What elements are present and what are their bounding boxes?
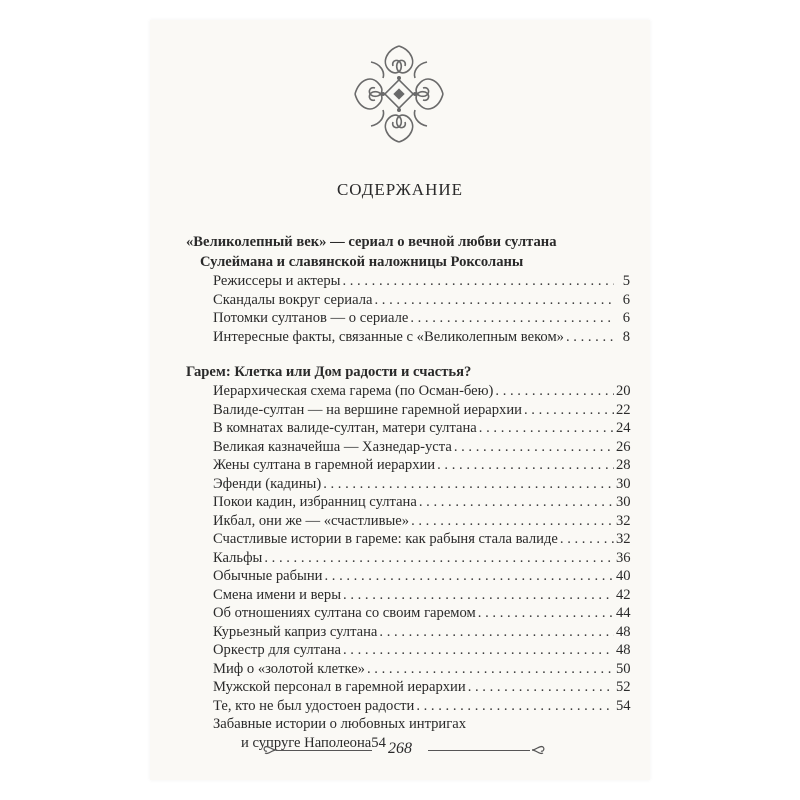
toc-entry[interactable] <box>186 530 630 549</box>
dot-leader <box>411 512 614 531</box>
toc-entry-page: 28 <box>616 457 631 473</box>
dot-leader <box>566 328 614 347</box>
toc-entry-page: 52 <box>616 679 631 695</box>
toc-entry-page: 30 <box>616 494 631 510</box>
dot-leader <box>495 382 614 401</box>
section-heading-line: «Великолепный век» — сериал о вечной любви султана <box>186 234 557 250</box>
toc-entry-title: Покои кадин, избранниц султана <box>213 494 417 510</box>
toc-entry-title: Икбал, они же — «счастливые» <box>213 512 410 529</box>
toc-entry-title: Жены султана в гаремной иерархии <box>213 457 436 473</box>
toc-entry-title: Кальфы <box>213 549 263 566</box>
toc-entry-page: 24 <box>616 420 631 436</box>
toc-entry-title: Смена имени и веры <box>213 586 342 603</box>
dot-leader <box>478 604 614 623</box>
dot-leader <box>437 456 614 475</box>
toc-entry-page: 42 <box>616 586 631 603</box>
toc-entry[interactable] <box>186 660 630 679</box>
toc-entry-page: 6 <box>622 310 630 326</box>
toc-entry-title: Режиссеры и актеры <box>213 273 341 289</box>
toc-entry[interactable] <box>186 512 630 531</box>
toc-entry[interactable] <box>186 549 630 568</box>
toc-entry-page: 26 <box>616 438 631 455</box>
dot-leader <box>419 493 614 512</box>
toc-entry[interactable] <box>186 641 630 660</box>
toc-entry-page: 54 <box>616 697 631 714</box>
dot-leader <box>468 678 614 697</box>
toc-entry-page: 40 <box>616 568 631 584</box>
toc-entry[interactable] <box>186 328 630 347</box>
toc-entry-title: Великая казначейша — Хазнедар-уста <box>213 438 452 455</box>
toc-entry[interactable] <box>186 456 630 475</box>
toc-entry-title: Эфенди (кадины) <box>213 475 322 492</box>
toc-entry[interactable] <box>186 475 630 494</box>
dot-leader <box>367 660 614 679</box>
toc-entry-page: 36 <box>616 549 631 566</box>
dot-leader <box>324 567 614 586</box>
toc-entry[interactable] <box>186 382 630 401</box>
toc-entry-page: 50 <box>616 660 631 677</box>
toc-entry[interactable] <box>186 586 630 605</box>
section-heading-line: Гарем: Клетка или Дом радости и счастья? <box>186 364 472 380</box>
toc-entry[interactable] <box>186 438 630 457</box>
toc-entry[interactable] <box>186 291 630 310</box>
page-number: 268 <box>388 740 412 757</box>
table-of-contents <box>186 232 630 752</box>
toc-entry-title: Те, кто не был удостоен радости <box>213 697 415 714</box>
toc-entry[interactable] <box>186 604 630 623</box>
dot-leader <box>454 438 614 457</box>
toc-entry-title: и супруге Наполеона <box>241 734 372 751</box>
dot-leader <box>416 697 614 716</box>
toc-entry[interactable] <box>186 697 630 716</box>
toc-entry-page: 54 <box>371 734 386 751</box>
toc-entry-page: 32 <box>616 512 631 529</box>
toc-entry-title: Счастливые истории в гареме: как рабыня стала валиде <box>213 531 558 547</box>
toc-entry-page: 44 <box>616 605 631 621</box>
toc-entry-title: Потомки султанов — о сериале <box>213 310 409 326</box>
toc-entry-page: 20 <box>616 383 631 399</box>
toc-entry-title: Забавные истории о любовных интригах <box>213 716 467 732</box>
toc-entry-page: 30 <box>616 475 631 492</box>
toc-entry-page: 48 <box>616 642 631 658</box>
toc-entry-title: Валиде-султан — на вершине гаремной иерархии <box>213 401 522 418</box>
dot-leader <box>343 641 614 660</box>
toc-entry-title: Об отношениях султана со своим гаремом <box>213 605 476 621</box>
toc-entry-page: 22 <box>616 401 631 418</box>
toc-entry-title: В комнатах валиде-султан, матери султана <box>213 420 477 436</box>
toc-entry[interactable] <box>186 567 630 586</box>
toc-entry-title: Курьезный каприз султана <box>213 623 378 640</box>
floral-ornament-icon <box>351 42 447 146</box>
toc-entry-page: 48 <box>616 623 631 640</box>
toc-entry[interactable] <box>186 493 630 512</box>
toc-entry-title: Обычные рабыни <box>213 568 323 584</box>
dot-leader <box>323 475 614 494</box>
dot-leader <box>524 401 614 420</box>
dot-leader <box>342 272 614 291</box>
dot-leader <box>264 549 614 568</box>
dot-leader <box>374 291 614 310</box>
toc-entry-page: 8 <box>622 328 630 345</box>
toc-entry[interactable] <box>186 419 630 438</box>
toc-entry-title: Иерархическая схема гарема (по Осман-бею) <box>213 383 494 399</box>
toc-entry[interactable] <box>186 678 630 697</box>
toc-entry-title: Миф о «золотой клетке» <box>213 660 365 677</box>
toc-title: СОДЕРЖАНИЕ <box>336 180 464 199</box>
dot-leader <box>479 419 614 438</box>
section-heading[interactable] <box>186 232 630 272</box>
toc-entry-title: Оркестр для султана <box>213 642 341 658</box>
toc-entry[interactable] <box>186 272 630 291</box>
dot-leader <box>343 586 614 605</box>
dot-leader <box>379 623 614 642</box>
toc-entry-title: Скандалы вокруг сериала <box>213 291 373 308</box>
toc-entry-title: Мужской персонал в гаремной иерархии <box>213 679 466 695</box>
dot-leader <box>410 309 614 328</box>
section-heading[interactable] <box>186 362 630 382</box>
toc-entry[interactable] <box>186 401 630 420</box>
toc-entry-title: Интересные факты, связанные с «Великолепным веком» <box>213 328 564 345</box>
dot-leader <box>560 530 614 549</box>
section-heading-line: Сулеймана и славянской наложницы Роксоланы <box>200 254 524 270</box>
toc-entry-page: 32 <box>616 531 631 547</box>
toc-entry[interactable] <box>186 309 630 328</box>
toc-entry-page: 6 <box>622 291 630 308</box>
toc-entry-page: 5 <box>622 273 630 289</box>
toc-entry[interactable] <box>186 623 630 642</box>
